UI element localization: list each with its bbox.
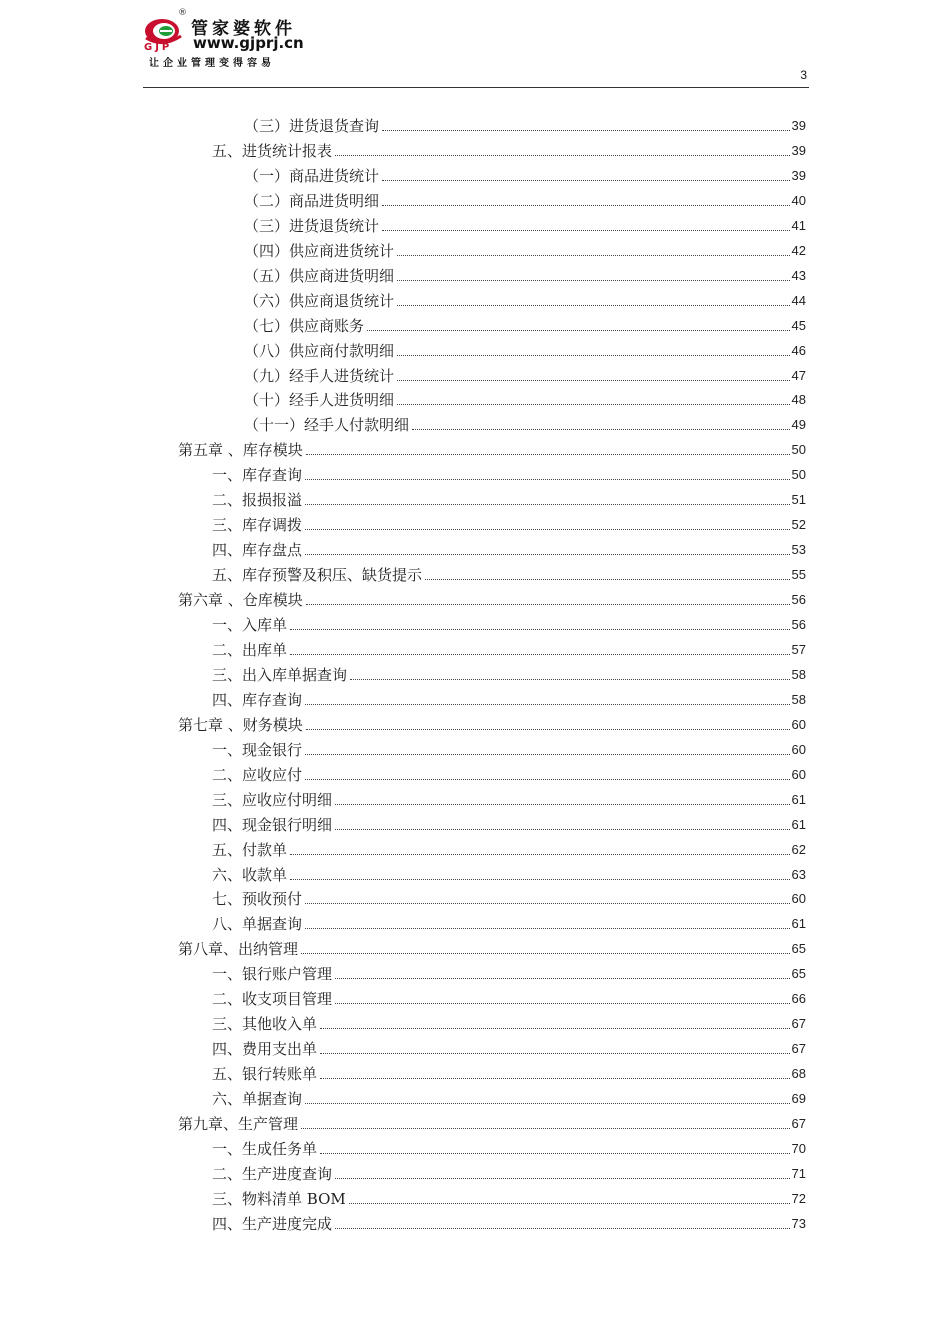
toc-entry[interactable]	[244, 289, 806, 311]
toc-entry-page: 57	[791, 641, 806, 657]
toc-dot-leader	[397, 280, 790, 281]
toc-dot-leader	[305, 754, 790, 755]
toc-entry-label: 第七章 、财务模块	[178, 715, 303, 734]
toc-entry[interactable]	[212, 1012, 806, 1034]
toc-entry-label: （三）进货退货查询	[244, 117, 380, 135]
toc-dot-leader	[425, 579, 790, 580]
toc-entry-page: 61	[791, 916, 806, 932]
toc-dot-leader	[335, 1228, 790, 1229]
toc-entry-label: 四、现金银行明细	[212, 815, 333, 834]
toc-entry-page: 65	[791, 966, 806, 982]
toc-entry-label: 四、费用支出单	[212, 1040, 318, 1059]
toc-entry-page: 49	[791, 417, 806, 433]
toc-entry-label: 三、物料清单 BOM	[212, 1189, 346, 1208]
toc-entry-label: 五、付款单	[212, 840, 288, 859]
toc-entry-label: （七）供应商账务	[244, 316, 365, 335]
toc-entry-page: 50	[791, 442, 806, 458]
toc-entry-label: 三、应收应付明细	[212, 790, 333, 809]
toc-entry-label: 五、进货统计报表	[212, 141, 333, 160]
toc-dot-leader	[382, 180, 790, 181]
toc-entry[interactable]	[178, 937, 806, 959]
toc-entry[interactable]	[244, 114, 806, 136]
toc-entry-label: 第八章、出纳管理	[178, 940, 299, 959]
toc-entry-page: 55	[791, 567, 806, 583]
toc-entry[interactable]	[212, 513, 806, 535]
toc-dot-leader	[301, 1128, 790, 1129]
toc-entry-page: 43	[791, 267, 806, 283]
toc-entry[interactable]	[212, 538, 806, 560]
toc-entry-label: （四）供应商进货统计	[244, 241, 395, 260]
toc-entry-page: 70	[791, 1140, 806, 1156]
toc-dot-leader	[335, 1178, 790, 1179]
toc-entry[interactable]	[212, 1087, 806, 1109]
toc-entry-page: 65	[791, 941, 806, 957]
toc-entry-page: 63	[791, 866, 806, 882]
toc-entry-label: （三）进货退货统计	[244, 216, 380, 235]
toc-entry-page: 67	[791, 1016, 806, 1032]
toc-dot-leader	[301, 953, 790, 954]
toc-entry-label: 三、其他收入单	[212, 1015, 318, 1034]
toc-entry[interactable]	[212, 638, 806, 660]
toc-dot-leader	[335, 804, 790, 805]
toc-dot-leader	[382, 205, 790, 206]
toc-dot-leader	[335, 829, 790, 830]
toc-entry[interactable]	[212, 813, 806, 835]
toc-entry-page: 56	[791, 592, 806, 608]
toc-entry-page: 39	[791, 167, 806, 183]
toc-entry[interactable]	[212, 613, 806, 635]
toc-dot-leader	[305, 504, 790, 505]
toc-entry-label: 第九章、生产管理	[178, 1115, 299, 1133]
toc-dot-leader	[412, 429, 790, 430]
toc-entry[interactable]	[244, 164, 806, 186]
toc-entry[interactable]	[212, 1037, 806, 1059]
toc-entry[interactable]	[244, 413, 806, 435]
toc-entry-label: （一）商品进货统计	[244, 166, 380, 185]
company-slogan: 让企业管理变得容易	[149, 58, 275, 69]
toc-dot-leader	[335, 155, 790, 156]
toc-entry-label: 七、预收预付	[212, 890, 303, 909]
toc-entry-label: （五）供应商进货明细	[244, 266, 395, 285]
toc-entry[interactable]	[178, 713, 806, 735]
toc-dot-leader	[290, 654, 790, 655]
toc-entry-page: 60	[791, 891, 806, 907]
toc-dot-leader	[382, 230, 790, 231]
toc-entry[interactable]	[244, 264, 806, 286]
toc-entry[interactable]	[212, 962, 806, 984]
toc-entry-label: 一、生成任务单	[212, 1139, 318, 1158]
toc-dot-leader	[397, 355, 790, 356]
toc-entry-label: 一、现金银行	[212, 740, 303, 759]
toc-entry[interactable]	[212, 488, 806, 510]
toc-entry-page: 46	[791, 342, 806, 358]
toc-entry[interactable]	[178, 1112, 806, 1134]
toc-dot-leader	[335, 1003, 790, 1004]
toc-entry[interactable]	[212, 912, 806, 934]
page-header	[0, 0, 950, 100]
toc-entry-label: 二、报损报溢	[212, 491, 303, 510]
page-number: 3	[800, 68, 807, 82]
header-divider	[143, 87, 809, 88]
toc-entry-page: 39	[791, 142, 806, 158]
toc-entry-page: 39	[791, 118, 806, 133]
toc-entry-page: 40	[791, 192, 806, 208]
toc-dot-leader	[305, 779, 790, 780]
toc-entry[interactable]	[212, 738, 806, 760]
toc-entry-page: 45	[791, 317, 806, 333]
company-url: www.gjprj.cn	[193, 34, 304, 52]
toc-dot-leader	[305, 479, 790, 480]
toc-entry-page: 62	[791, 841, 806, 857]
toc-entry[interactable]	[244, 189, 806, 211]
toc-entry[interactable]	[244, 239, 806, 261]
toc-entry[interactable]	[212, 887, 806, 909]
toc-entry-label: 四、生产进度完成	[212, 1214, 333, 1233]
toc-entry-label: 六、收款单	[212, 865, 288, 884]
toc-entry-label: 六、单据查询	[212, 1090, 303, 1109]
toc-entry[interactable]	[212, 1137, 806, 1159]
toc-entry-page: 60	[791, 766, 806, 782]
toc-entry-label: 三、库存调拨	[212, 516, 303, 535]
toc-dot-leader	[320, 1053, 790, 1054]
toc-entry-page: 73	[791, 1215, 806, 1231]
toc-entry-label: （十）经手人进货明细	[244, 391, 395, 410]
gjp-abbrev: GJP	[144, 42, 173, 53]
toc-entry-page: 61	[791, 791, 806, 807]
toc-entry-label: （十一）经手人付款明细	[244, 416, 410, 435]
toc-entry-page: 67	[791, 1041, 806, 1057]
toc-entry[interactable]	[212, 788, 806, 810]
toc-entry-page: 68	[791, 1066, 806, 1082]
toc-entry-label: 第五章 、库存模块	[178, 441, 303, 460]
toc-dot-leader	[306, 729, 790, 730]
toc-entry-page: 47	[791, 367, 806, 383]
toc-entry-page: 69	[791, 1091, 806, 1107]
brand-name: 管家婆软件	[191, 19, 296, 39]
toc-entry-page: 58	[791, 691, 806, 707]
toc-entry-label: 五、库存预警及积压、缺货提示	[212, 566, 423, 585]
toc-entry-page: 60	[791, 741, 806, 757]
toc-dot-leader	[320, 1078, 790, 1079]
toc-entry-label: 一、库存查询	[212, 466, 303, 485]
toc-entry-page: 67	[791, 1116, 806, 1131]
toc-entry[interactable]	[212, 663, 806, 685]
toc-entry-label: （二）商品进货明细	[244, 191, 380, 210]
toc-dot-leader	[350, 679, 790, 680]
toc-entry[interactable]	[244, 214, 806, 236]
toc-entry-label: 五、银行转账单	[212, 1065, 318, 1084]
toc-dot-leader	[305, 1103, 790, 1104]
toc-entry-label: 二、收支项目管理	[212, 990, 333, 1009]
toc-entry-page: 60	[791, 716, 806, 732]
toc-entry-label: 二、出库单	[212, 640, 288, 659]
toc-entry-label: （九）经手人进货统计	[244, 366, 395, 385]
toc-entry-label: 一、入库单	[212, 616, 288, 634]
toc-dot-leader	[290, 879, 790, 880]
toc-dot-leader	[397, 380, 790, 381]
toc-entry-label: 四、库存查询	[212, 690, 303, 709]
toc-entry-page: 53	[791, 542, 806, 558]
toc-entry-page: 48	[791, 392, 806, 408]
toc-dot-leader	[305, 554, 790, 555]
toc-entry-page: 56	[791, 617, 806, 632]
toc-dot-leader	[306, 604, 790, 605]
toc-entry-page: 71	[791, 1165, 806, 1181]
toc-entry-page: 42	[791, 242, 806, 258]
toc-entry[interactable]	[178, 438, 806, 460]
toc-entry-page: 51	[791, 492, 806, 508]
toc-entry-label: 二、生产进度查询	[212, 1164, 333, 1183]
toc-dot-leader	[305, 704, 790, 705]
toc-entry-page: 66	[791, 991, 806, 1007]
toc-entry-label: 八、单据查询	[212, 915, 303, 934]
toc-dot-leader	[320, 1153, 790, 1154]
toc-entry-label: 第六章 、仓库模块	[178, 591, 303, 610]
toc-dot-leader	[335, 978, 790, 979]
toc-entry-label: 四、库存盘点	[212, 541, 303, 560]
toc-entry[interactable]	[212, 987, 806, 1009]
toc-entry-label: （六）供应商退货统计	[244, 291, 395, 310]
company-logo	[143, 8, 323, 72]
toc-entry[interactable]	[212, 1162, 806, 1184]
toc-entry[interactable]	[212, 139, 806, 161]
toc-entry-page: 58	[791, 666, 806, 682]
toc-entry[interactable]	[212, 838, 806, 860]
toc-dot-leader	[290, 854, 790, 855]
toc-entry[interactable]	[212, 563, 806, 585]
toc-entry-page: 61	[791, 816, 806, 832]
toc-dot-leader	[397, 305, 790, 306]
toc-dot-leader	[320, 1028, 790, 1029]
toc-entry-label: 三、出入库单据查询	[212, 665, 348, 684]
toc-entry[interactable]	[212, 1187, 806, 1209]
toc-dot-leader	[305, 928, 790, 929]
toc-entry-page: 44	[791, 292, 806, 308]
toc-dot-leader	[305, 529, 790, 530]
toc-entry[interactable]	[244, 314, 806, 336]
toc-entry[interactable]	[244, 339, 806, 361]
toc-entry[interactable]	[212, 688, 806, 710]
toc-entry[interactable]	[244, 388, 806, 410]
toc-entry[interactable]	[212, 1212, 806, 1234]
toc-dot-leader	[397, 255, 790, 256]
registered-mark: ®	[178, 8, 187, 18]
toc-entry-label: （八）供应商付款明细	[244, 341, 395, 360]
toc-dot-leader	[305, 903, 790, 904]
toc-entry-page: 52	[791, 517, 806, 533]
toc-dot-leader	[382, 130, 790, 131]
toc-entry[interactable]	[212, 763, 806, 785]
toc-dot-leader	[290, 629, 790, 630]
toc-entry-label: 二、应收应付	[212, 765, 303, 784]
toc-entry-page: 50	[791, 467, 806, 483]
toc-entry[interactable]	[212, 463, 806, 485]
toc-dot-leader	[306, 454, 790, 455]
toc-entry[interactable]	[212, 863, 806, 885]
toc-dot-leader	[397, 404, 790, 405]
toc-entry[interactable]	[178, 588, 806, 610]
toc-dot-leader	[367, 330, 790, 331]
toc-dot-leader	[349, 1203, 790, 1204]
toc-entry[interactable]	[244, 364, 806, 386]
toc-entry-page: 72	[791, 1190, 806, 1206]
toc-entry-page: 41	[791, 217, 806, 233]
toc-entry[interactable]	[212, 1062, 806, 1084]
toc-entry-label: 一、银行账户管理	[212, 965, 333, 984]
